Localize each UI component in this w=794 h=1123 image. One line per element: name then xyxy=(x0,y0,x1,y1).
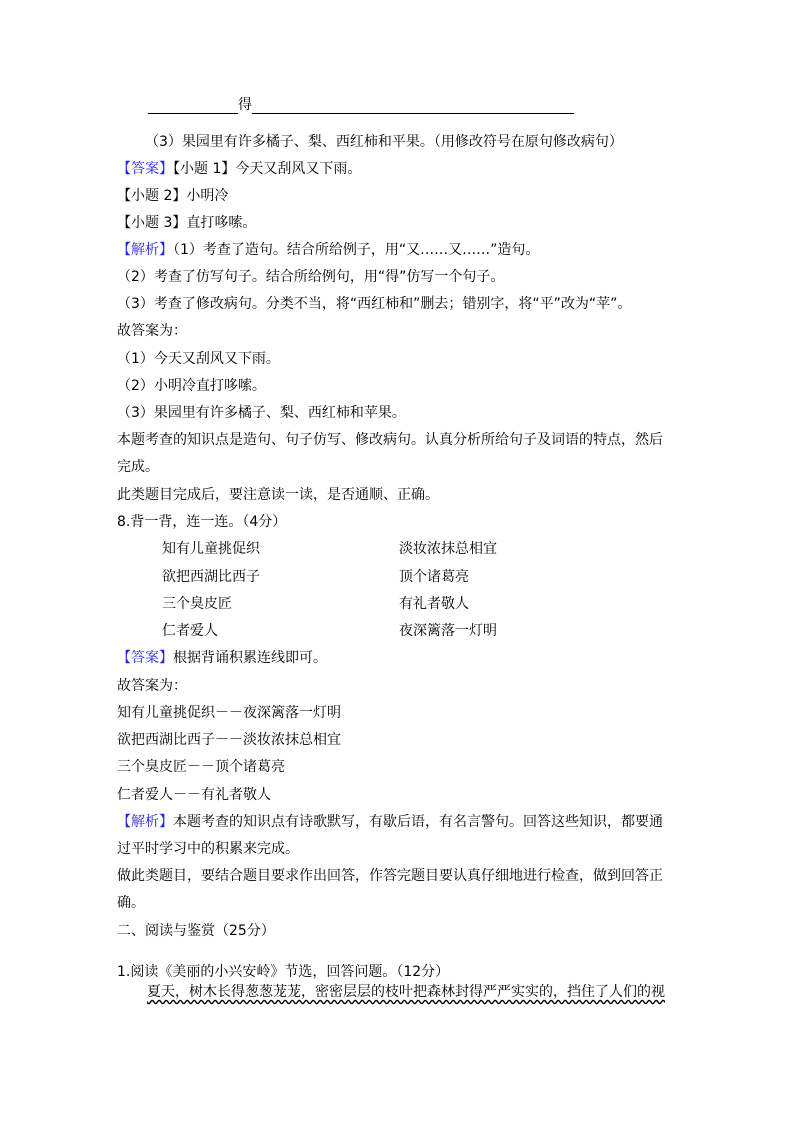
analysis-line: 此类题目完成后，要注意读一读，是否通顺、正确。 xyxy=(117,487,439,503)
blank-1[interactable] xyxy=(148,99,238,114)
q8-answer xyxy=(117,649,327,667)
q8-right-item[interactable]: 夜深篱落一灯明 xyxy=(399,623,497,639)
q8-answer-line: 故答案为： xyxy=(117,678,187,694)
q8-answer-line: 三个臭皮匠－－顶个诸葛亮 xyxy=(117,759,285,775)
q8-analysis-line: 确。 xyxy=(117,895,145,911)
q8-analysis-line: 做此类题目，要结合题目要求作出回答，作答完题目要认真仔细地进行检查，做到回答正 xyxy=(117,868,663,884)
answer-text: 【小题 1】今天又刮风又下雨。 xyxy=(173,161,362,177)
answer-line-1 xyxy=(117,160,361,178)
analysis-line: （1）今天又刮风又下雨。 xyxy=(117,351,280,367)
answer-text: 根据背诵积累连线即可。 xyxy=(173,650,327,666)
answer-line-2: 【小题 2】小明冷 xyxy=(117,188,229,204)
fill-in-line xyxy=(148,96,574,114)
q8-title: 8.背一背，连一连。（4分） xyxy=(117,514,287,530)
q8-right-item[interactable]: 有礼者敬人 xyxy=(399,596,469,612)
analysis-line: （2）小明冷直打哆嗦。 xyxy=(117,378,266,394)
q8-left-item[interactable]: 仁者爱人 xyxy=(162,623,218,639)
analysis-line: 本题考查的知识点是造句、句子仿写、修改病句。认真分析所给句子及词语的特点，然后 xyxy=(117,432,663,448)
q8-analysis-line: 过平时学习中的积累来完成。 xyxy=(117,841,299,857)
q8-left-item[interactable]: 欲把西湖比西子 xyxy=(162,569,260,585)
analysis-tag: 【解析】 xyxy=(117,814,173,830)
q8-answer-line: 仁者爱人－－有礼者敬人 xyxy=(117,787,271,803)
reading-question: 1.阅读《美丽的小兴安岭》节选，回答问题。（12分） xyxy=(117,964,450,980)
passage-text: 夏天，树木长得葱葱茏茏，密密层层的枝叶把森林封得严严实实的，挡住了人们的视 xyxy=(147,984,665,1000)
answer-tag: 【答案】 xyxy=(117,161,173,177)
answer-tag: 【答案】 xyxy=(117,650,173,666)
blank-2[interactable] xyxy=(252,99,574,114)
q8-right-item[interactable]: 淡妆浓抹总相宜 xyxy=(399,541,497,557)
q8-answer-line: 欲把西湖比西子－－淡妆浓抹总相宜 xyxy=(117,732,341,748)
q8-left-item[interactable]: 三个臭皮匠 xyxy=(162,596,232,612)
analysis-line: 故答案为： xyxy=(117,323,187,339)
analysis-line: （2）考查了仿写句子。结合所给例句，用“得”仿写一个句子。 xyxy=(117,269,505,285)
analysis-text: 本题考查的知识点有诗歌默写，有歇后语，有名言警句。回答这些知识，都要通 xyxy=(173,814,663,830)
analysis-line: （3）考查了修改病句。分类不当，将“西红柿和”删去；错别字，将“平”改为“苹”。 xyxy=(117,296,632,312)
q8-analysis xyxy=(117,813,663,831)
analysis-line: （3）果园里有许多橘子、梨、西红柿和苹果。 xyxy=(117,405,406,421)
section-heading: 二、阅读与鉴赏（25分） xyxy=(117,923,275,939)
q3-prompt: （3）果园里有许多橘子、梨、西红柿和平果。（用修改符号在原句修改病句） xyxy=(145,134,623,150)
q8-right-item[interactable]: 顶个诸葛亮 xyxy=(399,569,469,585)
answer-line-3: 【小题 3】直打哆嗦。 xyxy=(117,215,257,231)
analysis-tag: 【解析】 xyxy=(117,242,173,258)
analysis-line: 完成。 xyxy=(117,459,159,475)
q8-answer-line: 知有儿童挑促织－－夜深篱落一灯明 xyxy=(117,705,341,721)
q8-left-item[interactable]: 知有儿童挑促织 xyxy=(162,541,260,557)
analysis-line xyxy=(117,241,539,259)
fill-char: 得 xyxy=(238,97,252,113)
analysis-text: （1）考查了造句。结合所给例子，用“又……又……”造句。 xyxy=(173,242,540,258)
